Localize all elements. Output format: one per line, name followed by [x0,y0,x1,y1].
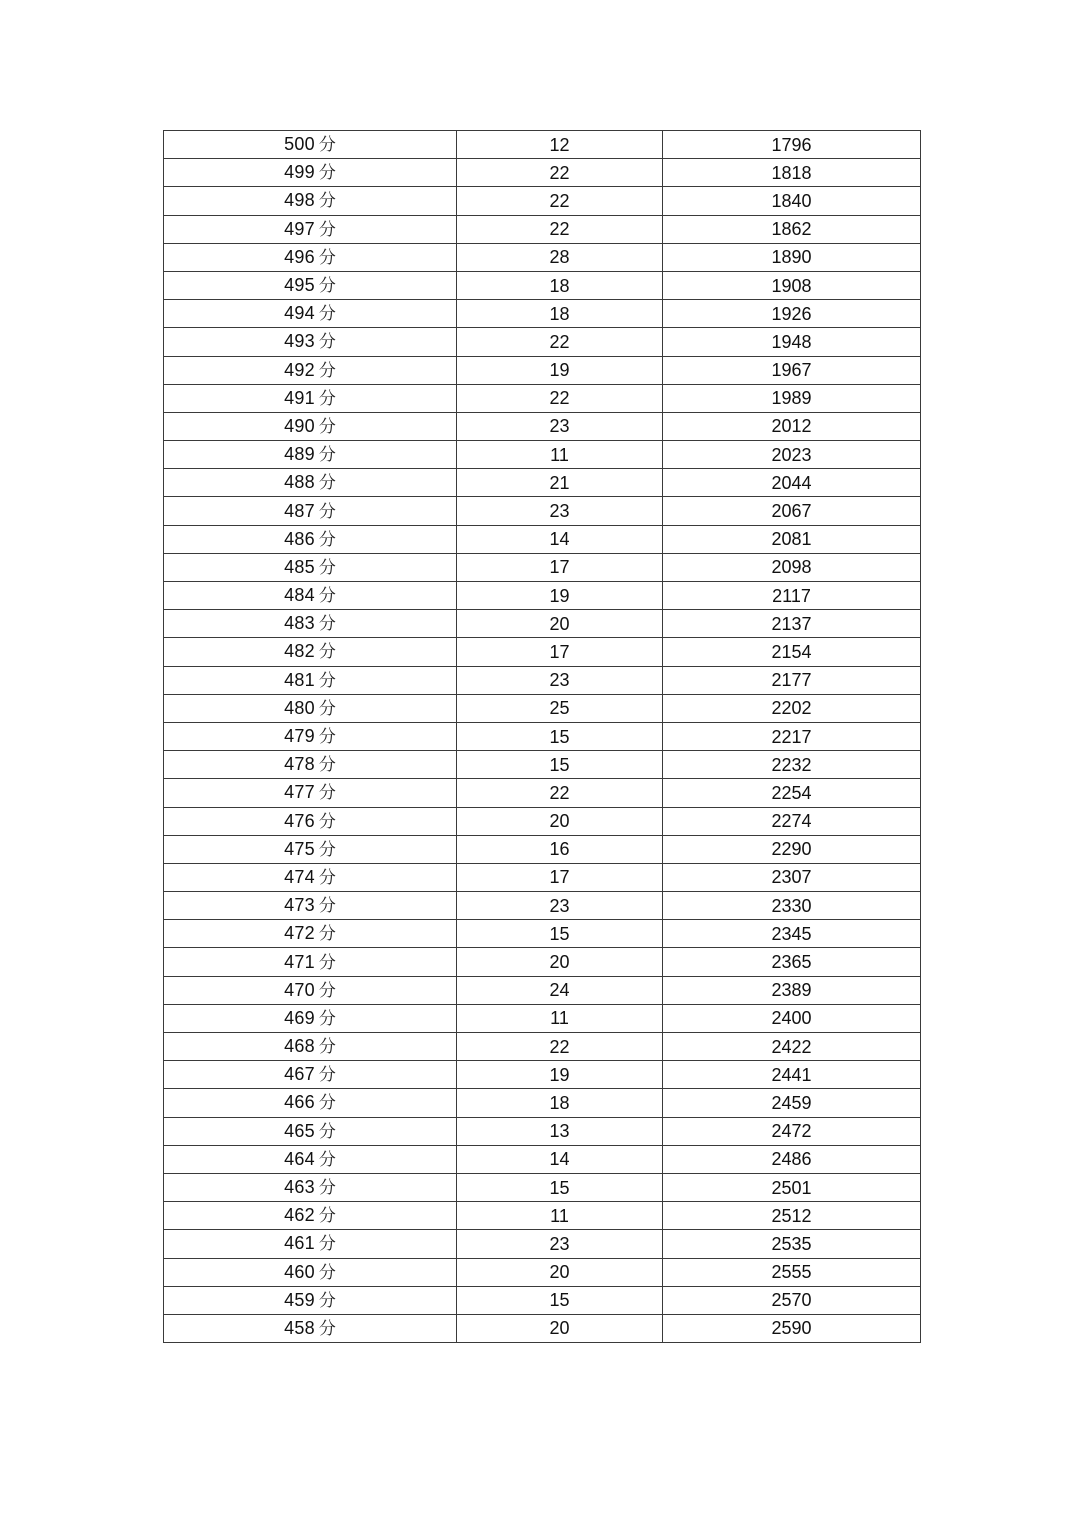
table-row [164,1173,921,1201]
count-cell: 24 [457,976,663,1004]
score-unit: 分 [318,586,336,607]
score-cell [164,722,457,750]
score-value: 470 [284,979,315,1000]
table-row [164,215,921,243]
table-row [164,356,921,384]
score-cell [164,187,457,215]
score-value: 465 [284,1120,315,1141]
table-row [164,412,921,440]
score-unit: 分 [318,416,336,437]
table-row [164,1258,921,1286]
table-row [164,694,921,722]
table-row [164,1314,921,1342]
score-value: 467 [284,1064,315,1085]
cumulative-cell: 2389 [663,976,921,1004]
score-cell [164,215,457,243]
score-cell [164,920,457,948]
score-unit: 分 [318,642,336,663]
cumulative-cell: 2274 [663,807,921,835]
score-distribution-table [163,130,921,1343]
score-unit: 分 [318,191,336,212]
count-cell: 13 [457,1117,663,1145]
table-row [164,441,921,469]
score-unit: 分 [318,1206,336,1227]
score-value: 484 [284,585,315,606]
score-unit: 分 [318,1149,336,1170]
cumulative-cell: 2345 [663,920,921,948]
count-cell: 18 [457,300,663,328]
score-cell [164,1314,457,1342]
score-unit: 分 [318,360,336,381]
cumulative-cell: 2570 [663,1286,921,1314]
score-value: 482 [284,641,315,662]
cumulative-cell: 2202 [663,694,921,722]
score-unit: 分 [318,839,336,860]
score-unit: 分 [318,529,336,550]
score-unit: 分 [318,670,336,691]
count-cell: 22 [457,187,663,215]
table-row [164,779,921,807]
table-row [164,807,921,835]
cumulative-cell: 2290 [663,835,921,863]
score-value: 483 [284,613,315,634]
score-cell [164,243,457,271]
count-cell: 19 [457,582,663,610]
count-cell: 22 [457,328,663,356]
score-value: 472 [284,923,315,944]
cumulative-cell: 1862 [663,215,921,243]
cumulative-cell: 2044 [663,469,921,497]
score-cell [164,553,457,581]
table-row [164,553,921,581]
score-cell [164,1145,457,1173]
score-unit: 分 [318,163,336,184]
table-row [164,300,921,328]
table-row [164,271,921,299]
cumulative-cell: 2217 [663,722,921,750]
count-cell: 15 [457,722,663,750]
cumulative-cell: 2177 [663,666,921,694]
cumulative-cell: 2512 [663,1202,921,1230]
table-row [164,976,921,1004]
score-unit: 分 [318,219,336,240]
score-value: 474 [284,866,315,887]
score-value: 494 [284,303,315,324]
count-cell: 23 [457,892,663,920]
cumulative-cell: 2154 [663,638,921,666]
table-row [164,187,921,215]
count-cell: 22 [457,384,663,412]
score-unit: 分 [318,388,336,409]
table-row [164,1286,921,1314]
cumulative-cell: 2137 [663,610,921,638]
score-value: 459 [284,1289,315,1310]
cumulative-cell: 2400 [663,1004,921,1032]
score-value: 481 [284,669,315,690]
score-cell [164,356,457,384]
score-unit: 分 [318,980,336,1001]
score-value: 487 [284,500,315,521]
score-value: 460 [284,1261,315,1282]
cumulative-cell: 2472 [663,1117,921,1145]
score-cell [164,976,457,1004]
table-row [164,1004,921,1032]
table-row [164,384,921,412]
score-cell [164,1004,457,1032]
score-unit: 分 [318,445,336,466]
score-cell [164,271,457,299]
cumulative-cell: 1796 [663,131,921,159]
score-value: 490 [284,415,315,436]
cumulative-cell: 2590 [663,1314,921,1342]
score-value: 471 [284,951,315,972]
count-cell: 23 [457,1230,663,1258]
score-unit: 分 [318,1065,336,1086]
cumulative-cell: 2012 [663,412,921,440]
score-unit: 分 [318,473,336,494]
score-cell [164,1117,457,1145]
score-value: 500 [284,134,315,155]
table-body [164,131,921,1343]
score-cell [164,1061,457,1089]
cumulative-cell: 2023 [663,441,921,469]
count-cell: 17 [457,863,663,891]
table-row [164,835,921,863]
score-cell [164,412,457,440]
count-cell: 22 [457,159,663,187]
count-cell: 17 [457,553,663,581]
count-cell: 23 [457,412,663,440]
table-row [164,638,921,666]
table-row [164,920,921,948]
score-unit: 分 [318,924,336,945]
table-row [164,1089,921,1117]
cumulative-cell: 1908 [663,271,921,299]
score-cell [164,469,457,497]
score-cell [164,1033,457,1061]
score-value: 485 [284,556,315,577]
score-unit: 分 [318,811,336,832]
count-cell: 12 [457,131,663,159]
cumulative-cell: 1840 [663,187,921,215]
score-value: 466 [284,1092,315,1113]
score-value: 497 [284,218,315,239]
cumulative-cell: 2330 [663,892,921,920]
score-value: 489 [284,444,315,465]
score-cell [164,328,457,356]
table-row [164,1145,921,1173]
table-row [164,582,921,610]
count-cell: 17 [457,638,663,666]
cumulative-cell: 2098 [663,553,921,581]
table-row [164,948,921,976]
score-cell [164,441,457,469]
score-unit: 分 [318,1121,336,1142]
count-cell: 21 [457,469,663,497]
count-cell: 22 [457,1033,663,1061]
score-unit: 分 [318,557,336,578]
count-cell: 18 [457,1089,663,1117]
score-cell [164,1089,457,1117]
score-unit: 分 [318,247,336,268]
table-row [164,497,921,525]
count-cell: 19 [457,1061,663,1089]
count-cell: 25 [457,694,663,722]
table-row [164,1230,921,1258]
score-value: 464 [284,1148,315,1169]
cumulative-cell: 2422 [663,1033,921,1061]
cumulative-cell: 1890 [663,243,921,271]
score-cell [164,948,457,976]
score-unit: 分 [318,727,336,748]
cumulative-cell: 2307 [663,863,921,891]
cumulative-cell: 2232 [663,751,921,779]
score-cell [164,807,457,835]
score-unit: 分 [318,1290,336,1311]
score-value: 477 [284,782,315,803]
score-value: 491 [284,387,315,408]
score-cell [164,610,457,638]
score-cell [164,666,457,694]
count-cell: 15 [457,1286,663,1314]
count-cell: 15 [457,1173,663,1201]
cumulative-cell: 1967 [663,356,921,384]
cumulative-cell: 1926 [663,300,921,328]
score-unit: 分 [318,1178,336,1199]
table-row [164,243,921,271]
count-cell: 22 [457,215,663,243]
table-row [164,722,921,750]
score-unit: 分 [318,1262,336,1283]
score-cell [164,694,457,722]
count-cell: 23 [457,666,663,694]
count-cell: 15 [457,920,663,948]
table-row [164,1061,921,1089]
count-cell: 14 [457,1145,663,1173]
cumulative-cell: 2459 [663,1089,921,1117]
table-row [164,328,921,356]
score-value: 499 [284,162,315,183]
count-cell: 20 [457,948,663,976]
count-cell: 18 [457,271,663,299]
score-cell [164,835,457,863]
count-cell: 11 [457,441,663,469]
score-unit: 分 [318,304,336,325]
cumulative-cell: 1948 [663,328,921,356]
score-unit: 分 [318,501,336,522]
score-value: 478 [284,754,315,775]
score-unit: 分 [318,952,336,973]
score-value: 498 [284,190,315,211]
cumulative-cell: 2254 [663,779,921,807]
score-cell [164,300,457,328]
count-cell: 20 [457,610,663,638]
count-cell: 19 [457,356,663,384]
count-cell: 20 [457,807,663,835]
table-row [164,1033,921,1061]
cumulative-cell: 2501 [663,1173,921,1201]
score-cell [164,159,457,187]
score-unit: 分 [318,698,336,719]
cumulative-cell: 2081 [663,525,921,553]
count-cell: 23 [457,497,663,525]
score-unit: 分 [318,332,336,353]
score-value: 473 [284,895,315,916]
table-row [164,666,921,694]
score-unit: 分 [318,1008,336,1029]
score-unit: 分 [318,614,336,635]
score-unit: 分 [318,135,336,156]
cumulative-cell: 2486 [663,1145,921,1173]
score-cell [164,582,457,610]
score-value: 476 [284,810,315,831]
score-cell [164,1202,457,1230]
score-value: 479 [284,726,315,747]
score-value: 463 [284,1177,315,1198]
table-row [164,469,921,497]
score-unit: 分 [318,896,336,917]
score-value: 496 [284,246,315,267]
count-cell: 11 [457,1004,663,1032]
table-row [164,159,921,187]
cumulative-cell: 2535 [663,1230,921,1258]
score-value: 458 [284,1317,315,1338]
score-cell [164,1258,457,1286]
score-cell [164,892,457,920]
cumulative-cell: 1989 [663,384,921,412]
table-row [164,525,921,553]
cumulative-cell: 2555 [663,1258,921,1286]
count-cell: 15 [457,751,663,779]
score-value: 480 [284,697,315,718]
table-row [164,1202,921,1230]
cumulative-cell: 1818 [663,159,921,187]
score-unit: 分 [318,867,336,888]
score-value: 462 [284,1205,315,1226]
score-cell [164,1173,457,1201]
score-unit: 分 [318,1037,336,1058]
count-cell: 22 [457,779,663,807]
count-cell: 20 [457,1314,663,1342]
score-unit: 分 [318,783,336,804]
score-unit: 分 [318,1318,336,1339]
score-cell [164,1286,457,1314]
score-unit: 分 [318,1234,336,1255]
score-value: 492 [284,359,315,380]
table-row [164,610,921,638]
score-cell [164,779,457,807]
score-value: 461 [284,1233,315,1254]
score-cell [164,863,457,891]
cumulative-cell: 2117 [663,582,921,610]
count-cell: 14 [457,525,663,553]
score-cell [164,751,457,779]
score-value: 488 [284,472,315,493]
score-unit: 分 [318,1093,336,1114]
score-cell [164,497,457,525]
score-value: 469 [284,1007,315,1028]
score-value: 486 [284,528,315,549]
cumulative-cell: 2365 [663,948,921,976]
count-cell: 11 [457,1202,663,1230]
score-cell [164,384,457,412]
score-cell [164,525,457,553]
count-cell: 20 [457,1258,663,1286]
table-row [164,1117,921,1145]
table-row [164,131,921,159]
score-unit: 分 [318,276,336,297]
score-value: 495 [284,275,315,296]
count-cell: 16 [457,835,663,863]
score-value: 475 [284,838,315,859]
table-row [164,751,921,779]
score-cell [164,131,457,159]
score-cell [164,1230,457,1258]
score-value: 493 [284,331,315,352]
count-cell: 28 [457,243,663,271]
cumulative-cell: 2441 [663,1061,921,1089]
table-row [164,863,921,891]
table-row [164,892,921,920]
score-value: 468 [284,1036,315,1057]
score-cell [164,638,457,666]
cumulative-cell: 2067 [663,497,921,525]
score-unit: 分 [318,755,336,776]
